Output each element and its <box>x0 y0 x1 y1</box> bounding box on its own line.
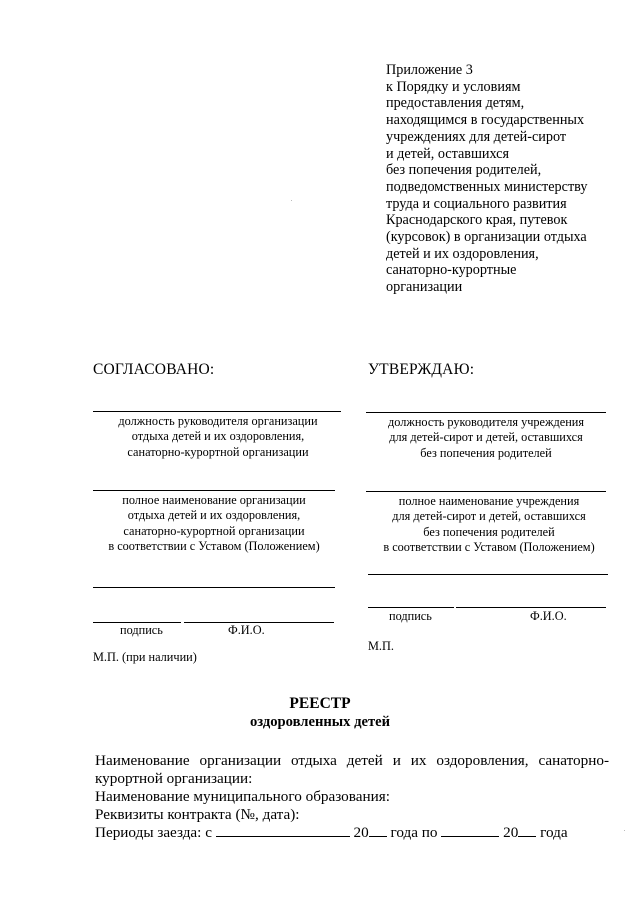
right-fio-line <box>456 607 606 608</box>
appendix-line: к Порядку и условиям <box>386 78 521 95</box>
left-extra-line <box>93 587 335 588</box>
appendix-line: и детей, оставшихся <box>386 145 509 162</box>
appendix-line: организации <box>386 279 463 296</box>
appendix-line: предоставления детям, <box>386 95 525 112</box>
year-suffix-end: года <box>540 824 568 841</box>
year-prefix-end: 20 <box>503 824 519 841</box>
left-stamp-label: М.П. (при наличии) <box>93 650 197 664</box>
registry-title: РЕЕСТР <box>289 695 351 712</box>
scan-speck <box>624 830 625 831</box>
appendix-line: труда и социального развития <box>386 195 567 212</box>
agreed-heading: СОГЛАСОВАНО: <box>93 361 215 378</box>
left-signature-label: подпись <box>120 623 163 637</box>
right-signature-line <box>368 607 454 608</box>
appendix-line: санаторно-курортные <box>386 262 517 279</box>
left-position-line <box>93 411 341 412</box>
period-end-blank <box>441 824 499 837</box>
left-fio-label: Ф.И.О. <box>228 623 265 637</box>
appendix-line: без попечения родителей, <box>386 162 542 179</box>
left-position-caption: должность руководителя организации отдыха детей и их оздоровления, санаторно-курортной организации <box>118 414 318 459</box>
left-org-name-line <box>93 490 335 491</box>
appendix-line: находящимся в государственных <box>386 112 585 129</box>
municipality-field: Наименование муниципального образования: <box>95 788 390 805</box>
arrival-period-field <box>95 824 609 842</box>
year-prefix-start: 20 <box>353 824 369 841</box>
appendix-line: Приложение 3 <box>386 62 473 78</box>
appendix-line: Краснодарского края, путевок <box>386 212 568 229</box>
period-label: Периоды заезда: с <box>95 824 212 841</box>
approve-heading: УТВЕРЖДАЮ: <box>368 361 475 378</box>
left-org-name-caption: полное наименование организации отдыха детей и их оздоровления, санаторно-курортной организации в соответствии с Уставом (Положением) <box>108 493 320 554</box>
appendix-note <box>386 62 626 296</box>
right-extra-line <box>368 574 608 575</box>
registry-subtitle: оздоровленных детей <box>249 714 391 730</box>
org-name-line-1: Наименование организации отдыха детей и их оздоровления, санаторно- <box>95 752 609 769</box>
scan-speck <box>291 200 292 201</box>
right-signature-label: подпись <box>389 609 432 623</box>
period-start-blank <box>216 824 350 837</box>
right-position-line <box>366 412 606 413</box>
appendix-line: учреждениях для детей-сирот <box>386 128 567 145</box>
org-name-line-2: курортной организации: <box>95 770 253 787</box>
appendix-line: детей и их оздоровления, <box>386 245 539 262</box>
year-end-blank <box>518 824 536 837</box>
right-stamp-label: М.П. <box>368 639 394 653</box>
contract-field: Реквизиты контракта (№, дата): <box>95 806 300 823</box>
appendix-line: подведомственных министерству <box>386 178 588 195</box>
period-to-label: года по <box>390 824 438 841</box>
year-start-blank <box>369 824 387 837</box>
right-org-name-caption: полное наименование учреждения для детей-сирот и детей, оставшихся без попечения родителей в соответствии с Уставом (Положением) <box>383 494 595 555</box>
right-position-caption: должность руководителя учреждения для детей-сирот и детей, оставшихся без попечения родителей <box>387 415 585 460</box>
appendix-line: (курсовок) в организации отдыха <box>386 229 587 246</box>
right-fio-label: Ф.И.О. <box>530 609 567 623</box>
right-org-name-line <box>366 491 606 492</box>
